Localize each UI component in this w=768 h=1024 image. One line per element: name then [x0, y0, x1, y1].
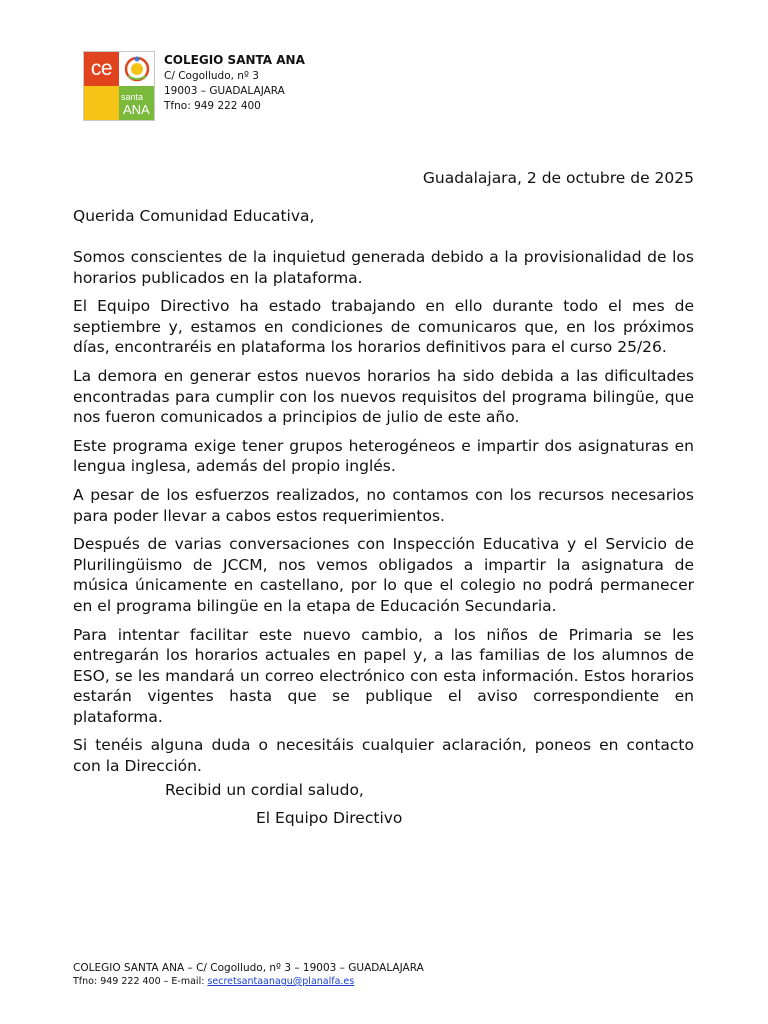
logo-santa-text: santa [121, 92, 144, 102]
school-logo [83, 51, 155, 121]
logo-ce-text: ce [90, 57, 113, 80]
paragraph: Para intentar facilitar este nuevo cambio, a los niños de Primaria se les entregarán los horarios actuales en papel y, a las familias de los alumnos de ESO, se les mandará un correo electrónico con esta información. Estos horarios estarán vigentes hasta que se publique el aviso correspondiente en plataforma. [73, 625, 694, 726]
signature: El Equipo Directivo [256, 809, 403, 827]
paragraph: Somos conscientes de la inquietud generada debido a la provisionalidad de los horarios publicados en la plataforma. [73, 248, 694, 287]
paragraph: Después de varias conversaciones con Inspección Educativa y el Servicio de Plurilingüismo de JCCM, nos vemos obligados a impartir la asignatura de música únicamente en castellano, por lo que el colegio no podrá permanecer en el programa bilingüe en la etapa de Educación Secundaria. [73, 535, 694, 615]
logo-ana-text: ANA [123, 102, 150, 117]
letter-date: Guadalajara, 2 de octubre de 2025 [422, 169, 694, 187]
footer-phone: Tfno: 949 222 400 – E-mail: [73, 976, 208, 987]
footer-email-link[interactable]: secretsantaanagu@planalfa.es [207, 976, 355, 987]
footer [73, 961, 424, 989]
logo-ce-block [84, 52, 119, 86]
school-phone: Tfno: 949 222 400 [164, 100, 261, 112]
letterhead [164, 52, 305, 114]
greeting: Querida Comunidad Educativa, [73, 207, 315, 225]
closing: Recibid un cordial saludo, [165, 781, 364, 799]
paragraph: El Equipo Directivo ha estado trabajando en ello durante todo el mes de septiembre y, estamos en condiciones de comunicaros que, en los próximos días, encontraréis en plataforma los horarios definitivos para el curso 25/26. [73, 297, 694, 357]
school-name: COLEGIO SANTA ANA [164, 53, 305, 67]
footer-contact [73, 975, 424, 989]
paragraph: La demora en generar estos nuevos horarios ha sido debida a las dificultades encontradas para cumplir con los nuevos requisitos del programa bilingüe, que nos fueron comunicados a principios de julio de este año. [73, 366, 694, 427]
letter-body [73, 247, 694, 785]
school-address: C/ Cogolludo, nº 3 [164, 70, 259, 82]
paragraph: Si tenéis alguna duda o necesitáis cualquier aclaración, poneos en contacto con la Dirección. [73, 736, 694, 776]
paragraph: Este programa exige tener grupos heterogéneos e impartir dos asignaturas en lengua inglesa, además del propio inglés. [73, 436, 694, 476]
logo-green-block [119, 86, 154, 120]
footer-address: COLEGIO SANTA ANA – C/ Cogolludo, nº 3 – 19003 – GUADALAJARA [73, 962, 424, 974]
logo-yellow-block [84, 86, 119, 120]
paragraph: A pesar de los esfuerzos realizados, no contamos con los recursos necesarios para poder llevar a cabos estos requerimientos. [73, 485, 694, 525]
logo-emblem-icon [119, 52, 154, 86]
school-city: 19003 – GUADALAJARA [164, 85, 285, 97]
